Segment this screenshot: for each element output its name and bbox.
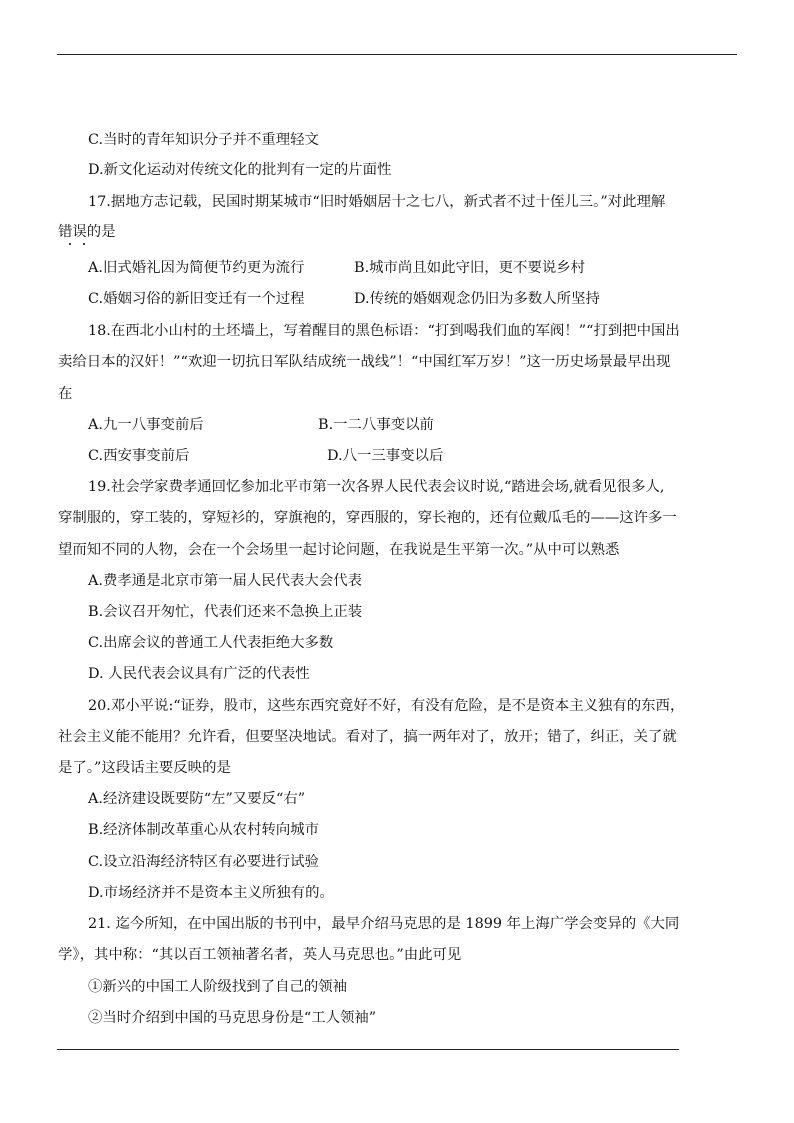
q19-option-c: C.出席会议的普通工人代表拒绝大多数 xyxy=(88,635,334,651)
q18-option-a: A.九一八事变前后 xyxy=(88,417,204,433)
q18-stem-line3: 在 xyxy=(58,386,73,402)
q19-stem-line3: 望而知不同的人物，会在一个会场里一起讨论问题，在我说是生平第一次。”从中可以熟悉 xyxy=(58,542,620,558)
q20-option-a: A.经济建设既要防“左”又要反“右” xyxy=(88,791,306,807)
q16-option-d: D.新文化运动对传统文化的批判有一定的片面性 xyxy=(88,162,392,178)
q17-emphasis: 错误 xyxy=(58,224,87,240)
q18-option-b: B.一二八事变以前 xyxy=(318,417,434,433)
q17-stem-tail: 的是 xyxy=(86,224,116,240)
q18-option-d: D.八一三事变以后 xyxy=(327,448,444,464)
q19-option-a: A.费孝通是北京市第一届人民代表大会代表 xyxy=(88,573,362,589)
q17-option-b: B.城市尚且如此守旧，更不要说乡村 xyxy=(354,260,586,276)
q17-option-c: C.婚姻习俗的新旧变迁有一个过程 xyxy=(88,291,305,307)
q21-stem-line1: 21. 迄今所知，在中国出版的书刊中，最早介绍马克思的是 1899 年上海广学会变异的《大同 xyxy=(88,916,680,932)
q21-stem-line2: 学》，其中称：“其以百工领袖著名者，英人马克思也。”由此可见 xyxy=(58,947,462,963)
q17-option-d: D.传统的婚姻观念仍旧为多数人所坚持 xyxy=(354,291,600,307)
q17-stem-line2 xyxy=(58,223,116,241)
q21-statement-2: ②当时介绍到中国的马克思身份是“工人领袖” xyxy=(88,1010,377,1026)
q19-stem-line2: 穿制服的，穿工装的，穿短衫的，穿旗袍的，穿西服的，穿长袍的，还有位戴瓜毛的——这许多一 xyxy=(58,510,677,526)
q20-stem-line3: 是了。”这段话主要反映的是 xyxy=(58,760,231,776)
q19-stem-line1: 19.社会学家费孝通回忆参加北平市第一次各界人民代表会议时说,“踏进会场,就看见很多人, xyxy=(88,479,665,495)
q19-option-d: D. 人民代表会议具有广泛的代表性 xyxy=(88,666,310,682)
header-rule xyxy=(57,54,737,55)
q21-statement-1: ①新兴的中国工人阶级找到了自己的领袖 xyxy=(88,979,348,995)
q20-option-b: B.经济体制改革重心从农村转向城市 xyxy=(88,822,320,838)
q20-option-c: C.设立沿海经济特区有必要进行试验 xyxy=(88,854,319,870)
q18-option-c: C.西安事变前后 xyxy=(88,448,190,464)
q19-option-b: B.会议召开匆忙，代表们还来不急换上正装 xyxy=(88,604,363,620)
q16-option-c: C.当时的青年知识分子并不重理轻文 xyxy=(88,132,319,148)
q20-option-d: D.市场经济并不是资本主义所独有的。 xyxy=(88,885,334,901)
footer-rule xyxy=(57,1049,679,1050)
q18-stem-line2: 卖给日本的汉奸！”“欢迎一切抗日军队结成统一战线”！“中国红军万岁！”这一历史场景最早出现 xyxy=(58,354,671,370)
q20-stem-line1: 20.邓小平说:“证券，股市，这些东西究竟好不好，有没有危险，是不是资本主义独有的东西， xyxy=(88,698,685,714)
q17-option-a: A.旧式婚礼因为简便节约更为流行 xyxy=(88,260,305,276)
q18-stem-line1: 18.在西北小山村的土坯墙上，写着醒目的黑色标语：“打到喝我们血的军阀！”“打到把中国出 xyxy=(88,323,680,339)
q17-stem-line1: 17.据地方志记载，民国时期某城市“旧时婚姻居十之七八，新式者不过十侄儿三。”对此理解 xyxy=(88,194,666,210)
q20-stem-line2: 社会主义能不能用？允许看，但要坚决地试。看对了，搞一两年对了，放开；错了，纠正，关了就 xyxy=(58,729,677,745)
